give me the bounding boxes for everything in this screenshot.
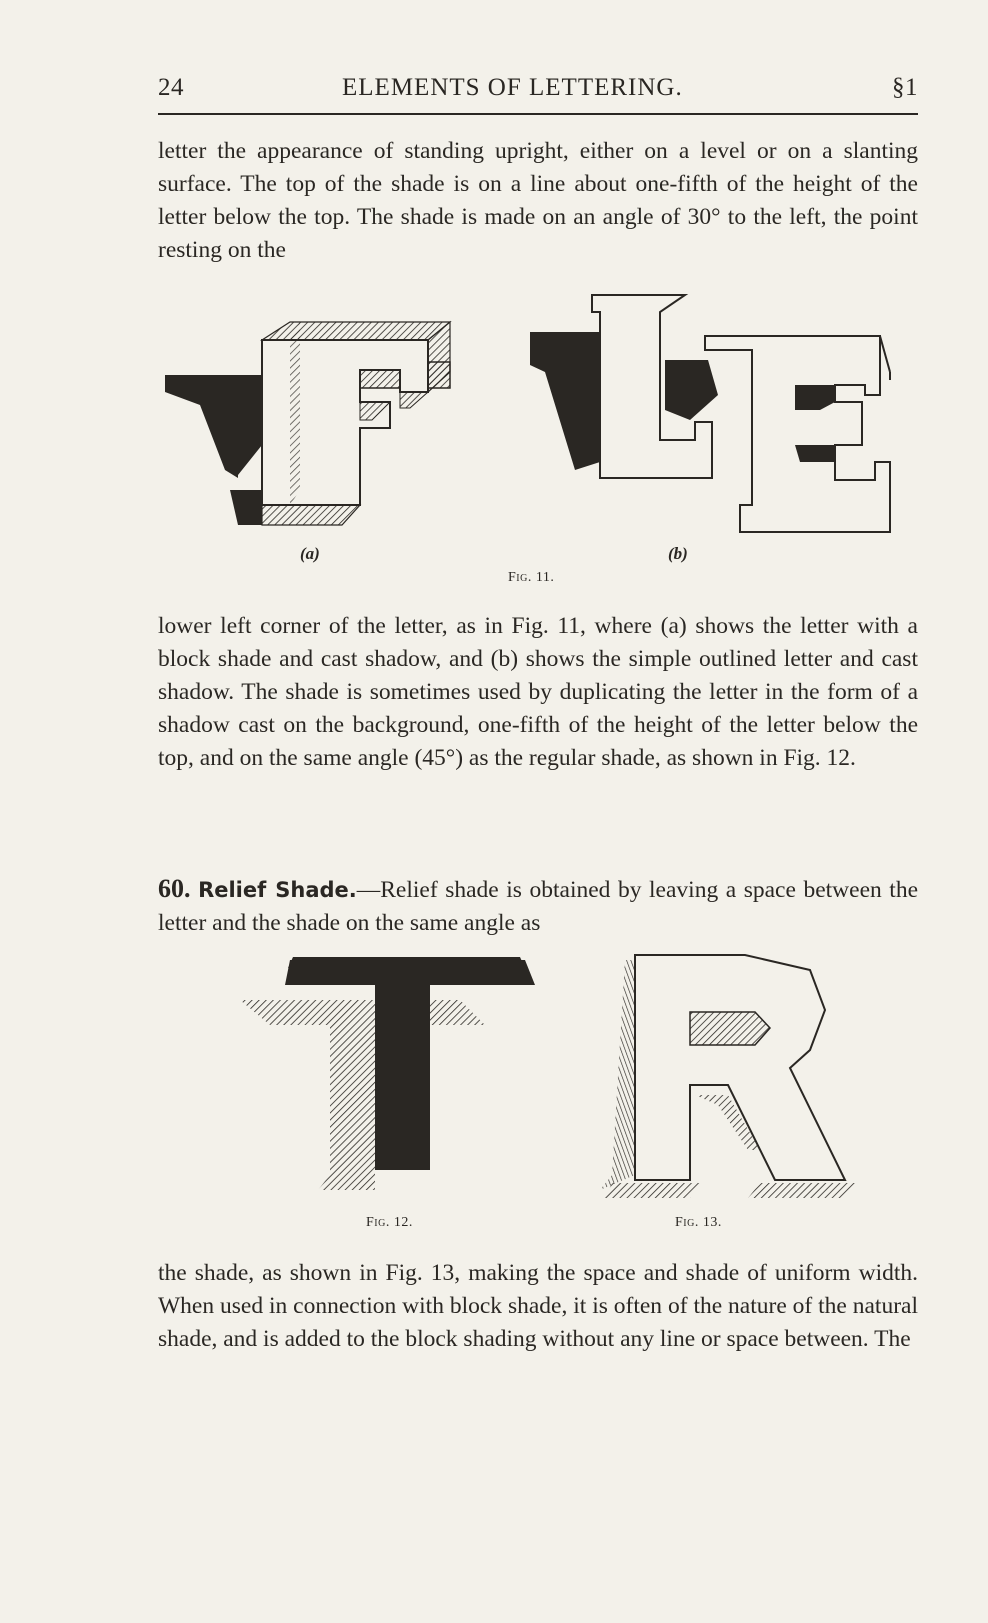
paragraph-4: the shade, as shown in Fig. 13, making the space and shade of uniform width. When used in connection with block shade, it is often of the nature of the natural shade, and is added to the block shading without any line or space between. The — [158, 1260, 918, 1352]
paragraph-1: letter the appearance of standing upright, either on a level or on a slanting surface. The top of the shade is on a line about one-fifth of the height of the letter below the top. The shade is made on an angle of 30° to the left, the point resting on the — [158, 138, 918, 263]
section-mark: §1 — [892, 74, 918, 101]
fig11-caption: Fig. 11. — [508, 570, 555, 585]
fig11b-letters-le — [530, 295, 890, 532]
section-number: 60. — [158, 874, 191, 903]
fig11-label-a: (a) — [300, 544, 320, 563]
fig13-caption: Fig. 13. — [675, 1215, 722, 1230]
paragraph-2: lower left corner of the letter, as in Fig. 11, where (a) shows the letter with a block shade and cast shadow, and (b) shows the simple outlined letter and cast shadow. The shade is sometimes used by duplicating the letter in the form of a shadow cast on the background, one-fifth of the height of the letter below the top, and on the same angle (45°) as the regular shade, as shown in Fig. 12. — [158, 613, 918, 771]
section-heading: Relief Shade. — [198, 878, 357, 902]
fig12-letter-t — [240, 957, 535, 1190]
fig11a-letter-f — [165, 322, 450, 525]
paragraph-3 — [158, 872, 918, 940]
fig12-caption: Fig. 12. — [366, 1215, 413, 1230]
running-title: ELEMENTS OF LETTERING. — [342, 74, 683, 101]
fig13-letter-r — [600, 955, 860, 1198]
section-text: —Relief shade is obtained by leaving a space between the letter and the shade on the same angle as — [158, 877, 919, 936]
fig11-label-b: (b) — [668, 544, 688, 563]
page-number: 24 — [158, 74, 184, 101]
